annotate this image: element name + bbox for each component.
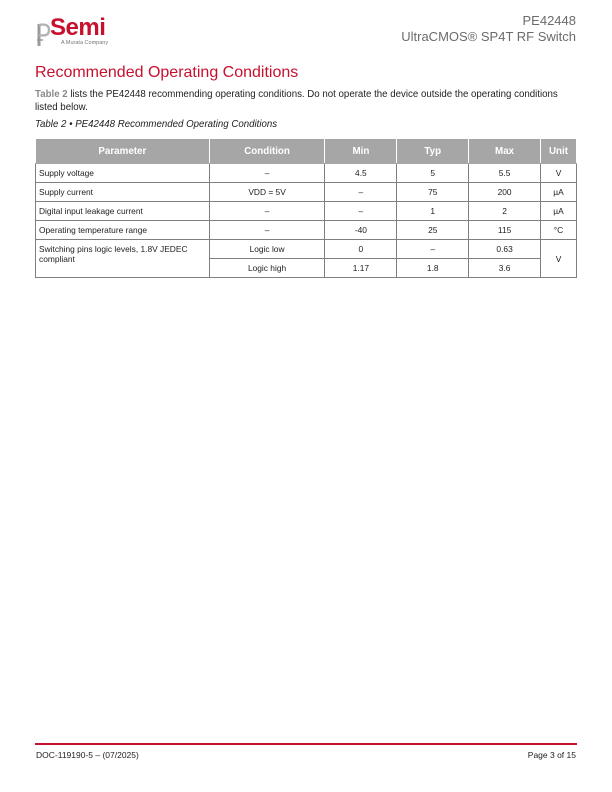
parameter-cell: Operating temperature range (36, 221, 210, 240)
header-description: UltraCMOS® SP4T RF Switch (401, 29, 576, 44)
condition-cell: – (209, 202, 325, 221)
parameter-cell: Digital input leakage current (36, 202, 210, 221)
parameter-cell: Supply voltage (36, 164, 210, 183)
unit-cell: V (541, 164, 577, 183)
min-cell: 0 (325, 240, 397, 259)
intro-text: lists the PE42448 recommending operating conditions. Do not operate the device outside the operating conditions listed below. (35, 89, 558, 113)
logo-tagline: A Murata Company (61, 40, 109, 46)
parameter-cell: Supply current (36, 183, 210, 202)
table-row (36, 221, 577, 240)
column-header: Condition (209, 139, 325, 164)
footer-page-number: Page 3 of 15 (527, 750, 576, 760)
typ-cell: 25 (397, 221, 469, 240)
footer-doc-id: DOC-119190-5 – (07/2025) (36, 750, 139, 760)
min-cell: -40 (325, 221, 397, 240)
typ-cell: – (397, 240, 469, 259)
condition-cell: Logic high (209, 259, 325, 278)
max-cell: 0.63 (469, 240, 541, 259)
table-row (36, 183, 577, 202)
operating-conditions-table (35, 138, 577, 278)
header-part-number: PE42448 (522, 13, 576, 28)
table-row (36, 240, 577, 259)
section-title: Recommended Operating Conditions (35, 64, 299, 81)
typ-cell: 75 (397, 183, 469, 202)
column-header: Min (325, 139, 397, 164)
column-header: Typ (397, 139, 469, 164)
table-reference-link[interactable]: Table 2 (35, 89, 68, 100)
max-cell: 115 (469, 221, 541, 240)
column-header: Parameter (36, 139, 210, 164)
condition-cell: – (209, 164, 325, 183)
intro-paragraph (35, 88, 577, 114)
column-header: Unit (541, 139, 577, 164)
unit-cell: µA (541, 183, 577, 202)
parameter-cell: Switching pins logic levels, 1.8V JEDEC compliant (36, 240, 210, 278)
min-cell: 1.17 (325, 259, 397, 278)
table-row (36, 164, 577, 183)
page-header (401, 13, 576, 45)
footer-divider (35, 743, 577, 745)
min-cell: 4.5 (325, 164, 397, 183)
column-header: Max (469, 139, 541, 164)
max-cell: 200 (469, 183, 541, 202)
min-cell: – (325, 202, 397, 221)
condition-cell: Logic low (209, 240, 325, 259)
unit-cell: °C (541, 221, 577, 240)
unit-cell: V (541, 240, 577, 278)
table-row (36, 202, 577, 221)
typ-cell: 1 (397, 202, 469, 221)
logo-wordmark: Semi (50, 14, 106, 41)
typ-cell: 5 (397, 164, 469, 183)
typ-cell: 1.8 (397, 259, 469, 278)
table-caption: Table 2 • PE42448 Recommended Operating Conditions (35, 119, 278, 130)
min-cell: – (325, 183, 397, 202)
max-cell: 3.6 (469, 259, 541, 278)
unit-cell: µA (541, 202, 577, 221)
company-logo (35, 14, 135, 50)
max-cell: 2 (469, 202, 541, 221)
condition-cell: VDD = 5V (209, 183, 325, 202)
max-cell: 5.5 (469, 164, 541, 183)
condition-cell: – (209, 221, 325, 240)
table-header-row (36, 139, 577, 164)
